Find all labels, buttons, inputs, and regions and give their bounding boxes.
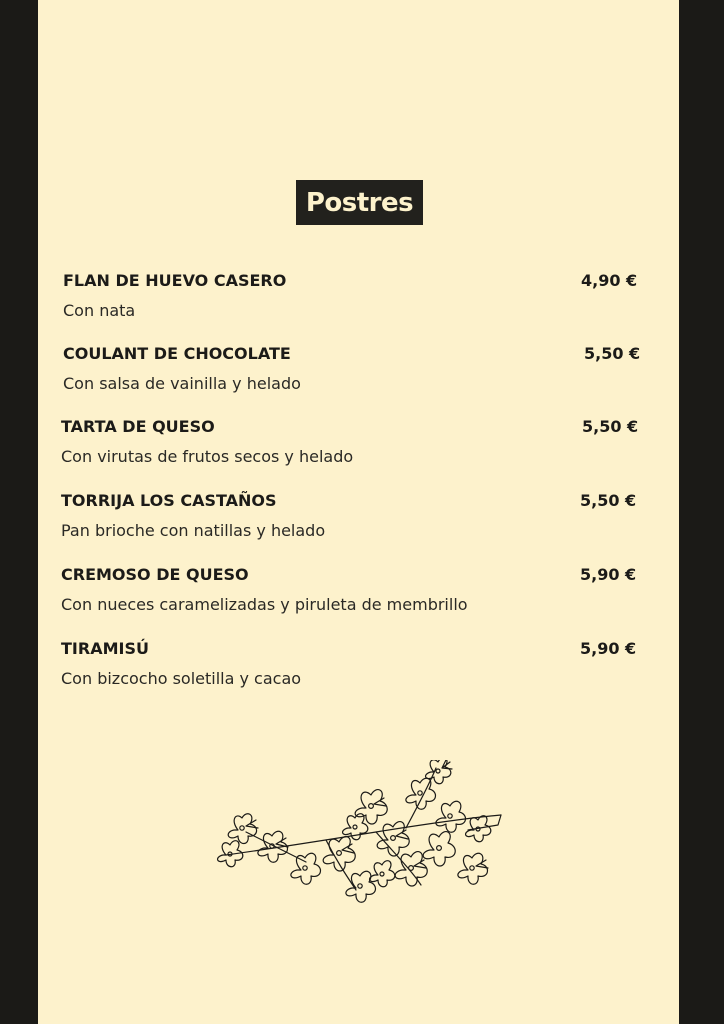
menu-item-name: TIRAMISÚ: [61, 639, 149, 658]
flower-branch-illustration: [206, 760, 516, 915]
menu-item-price: 5,90 €: [580, 565, 637, 584]
menu-item: [38, 491, 679, 551]
menu-item-name: COULANT DE CHOCOLATE: [63, 344, 291, 363]
menu-title: [296, 180, 423, 225]
menu-item-name: CREMOSO DE QUESO: [61, 565, 249, 584]
menu-item-price: 5,90 €: [580, 639, 637, 658]
menu-item-name: FLAN DE HUEVO CASERO: [63, 271, 287, 290]
menu-item-description: Pan brioche con natillas y helado: [61, 521, 326, 540]
menu-title-text: Postres: [305, 187, 414, 218]
menu-item: [38, 271, 679, 331]
menu-item: [38, 344, 679, 404]
menu-item: [38, 565, 679, 625]
menu-item-price: 5,50 €: [584, 344, 641, 363]
menu-item: [38, 639, 679, 699]
menu-item-price: 5,50 €: [580, 491, 637, 510]
menu-item-description: Con virutas de frutos secos y helado: [61, 447, 354, 466]
menu-item-description: Con salsa de vainilla y helado: [63, 374, 301, 393]
menu-page: [38, 0, 679, 1024]
menu-item-name: TARTA DE QUESO: [61, 417, 215, 436]
menu-item-description: Con nata: [63, 301, 136, 320]
menu-item-price: 4,90 €: [581, 271, 638, 290]
menu-item: [38, 417, 679, 477]
menu-item-description: Con nueces caramelizadas y piruleta de membrillo: [61, 595, 468, 614]
menu-item-price: 5,50 €: [582, 417, 639, 436]
menu-item-description: Con bizcocho soletilla y cacao: [61, 669, 302, 688]
menu-item-name: TORRIJA LOS CASTAÑOS: [61, 491, 277, 510]
flower-cluster: [218, 760, 491, 902]
